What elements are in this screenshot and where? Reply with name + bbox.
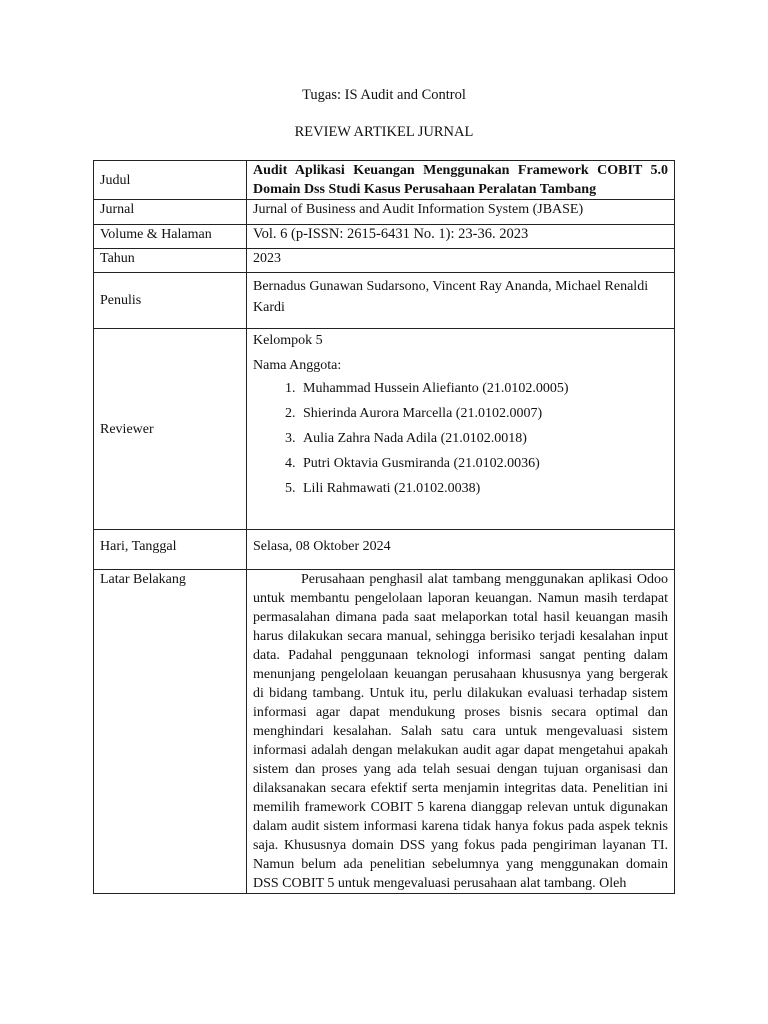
reviewer-members-label: Nama Anggota: [253,358,342,373]
table-row [94,161,675,200]
volume-value: Vol. 6 (p-ISSN: 2615-6431 No. 1): 23-36. 2023 [247,225,675,249]
reviewer-group: Kelompok 5 [253,333,323,348]
volume-label: Volume & Halaman [94,225,247,249]
penulis-label: Penulis [94,273,247,329]
list-item: 5. Lili Rahmawati (21.0102.0038) [299,479,668,498]
reviewer-members-list [253,379,668,498]
list-item: 3. Aulia Zahra Nada Adila (21.0102.0018) [299,429,668,448]
judul-value: Audit Aplikasi Keuangan Menggunakan Framework COBIT 5.0 Domain Dss Studi Kasus Perusahaan Peralatan Tambang [247,161,675,200]
list-item: 2. Shierinda Aurora Marcella (21.0102.0007) [299,404,668,423]
hari-label: Hari, Tanggal [94,530,247,570]
document-title: REVIEW ARTIKEL JURNAL [294,124,474,140]
jurnal-value: Jurnal of Business and Audit Information System (JBASE) [247,200,675,225]
list-item: 4. Putri Oktavia Gusmiranda (21.0102.0036) [299,454,668,473]
judul-label: Judul [94,161,247,200]
latar-value: Perusahaan penghasil alat tambang menggunakan aplikasi Odoo untuk membantu pengelolaan laporan keuangan. Namun masih terdapat permasalahan dimana pada saat melaporkan total hasil keuangan masih harus dilakukan secara manual, sehingga berisiko terjadi kesalahan input data. Padahal penggunaan teknologi informasi sangat penting dalam menunjang pengelolaan keuangan perusahaan khususnya yang bergerak di bidang tambang. Untuk itu, perlu dilakukan evaluasi terhadap sistem informasi agar dapat mendukung proses bisnis secara optimal dan menghindari kesalahan. Salah satu cara untuk mengevaluasi sistem informasi adalah dengan melakukan audit agar dapat mengetahui apakah sistem dan proses yang ada telah sesuai dengan tujuan organisasi dan dilaksanakan secara efektif serta menjamin integritas data. Penelitian ini memilih framework COBIT 5 karena dianggap relevan untuk digunakan dalam audit sistem informasi karena tidak hanya fokus pada aspek teknis saja. Khususnya domain DSS yang fokus pada pengiriman layanan TI. Namun belum ada penelitian sebelumnya yang menggunakan domain DSS COBIT 5 untuk mengevaluasi perusahaan alat tambang. Oleh [247,570,675,894]
table-row [94,249,675,273]
jurnal-label: Jurnal [94,200,247,225]
table-row [94,200,675,225]
table-row [94,570,675,894]
tahun-label: Tahun [94,249,247,273]
table-row [94,530,675,570]
penulis-value: Bernadus Gunawan Sudarsono, Vincent Ray Ananda, Michael Renaldi Kardi [247,273,675,329]
table-row [94,329,675,530]
latar-label: Latar Belakang [94,570,247,894]
table-row [94,273,675,329]
hari-value: Selasa, 08 Oktober 2024 [247,530,675,570]
tahun-value: 2023 [247,249,675,273]
reviewer-label: Reviewer [94,329,247,530]
reviewer-cell [247,329,675,530]
review-table [93,160,675,894]
table-row [94,225,675,249]
course-title: Tugas: IS Audit and Control [302,87,466,103]
list-item: 1. Muhammad Hussein Aliefianto (21.0102.0005) [299,379,668,398]
